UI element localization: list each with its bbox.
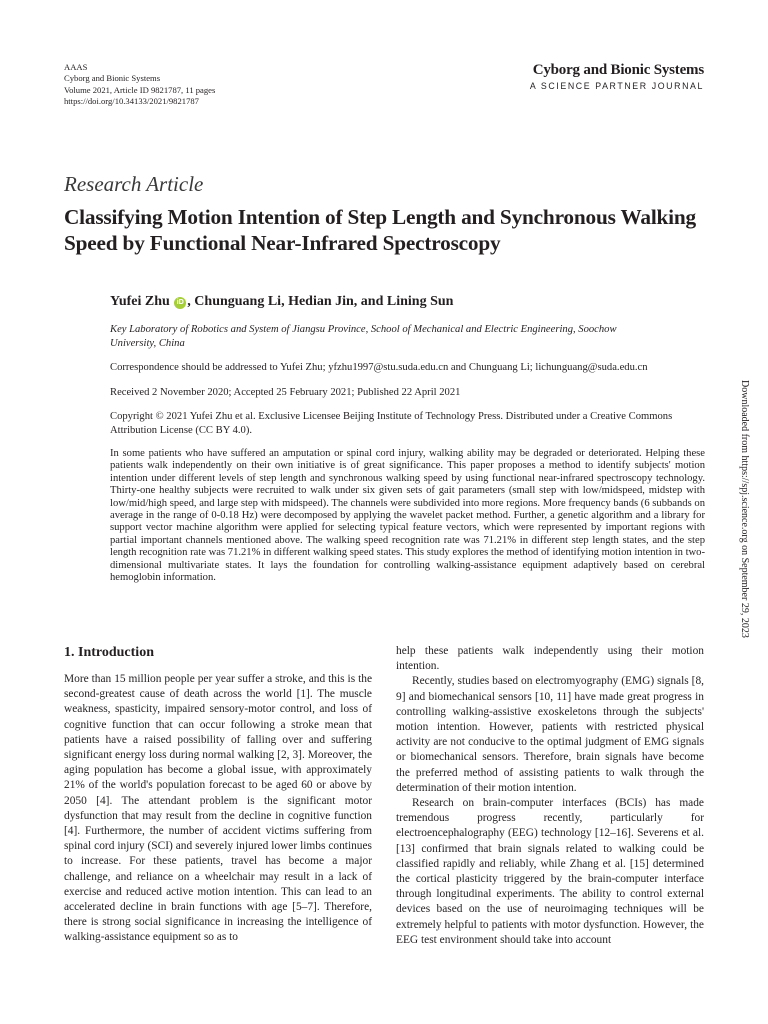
- publication-dates: Received 2 November 2020; Accepted 25 February 2021; Published 22 April 2021: [110, 387, 461, 398]
- journal-name: Cyborg and Bionic Systems: [532, 62, 704, 78]
- body-column-right: [396, 644, 704, 948]
- abstract: In some patients who have suffered an amputation or spinal cord injury, walking ability may be degraded or deteriorated. Helping these patients walk independently on their own initiative is of great significance. This paper proposes a method to identify subjects' motion intention under different levels of step length and synchronous walking speed by using functional near-infrared spectroscopy technology. Thirty-one healthy subjects were recruited to walk under six given sets of gait parameters (small step with low/midspeed, midstep with low/mid/high speed, and large step with midspeed). The channels were subdivided into more regions. More frequency bands (6 subbands on average in the range of 0-0.18 Hz) were decomposed by applying the wavelet packet method. Further, a genetic algorithm and a library for support vector machine algorithm were applied for selecting typical feature vectors, which were represented by important regions with partial important channels mentioned above. The walking speed recognition rate was 71.21% in different step length states, and the step length recognition rate was 71.21% in different walking speed states. This study explores the method of identifying motion intention in two-dimensional multivariate states. It lays the foundation for controlling walking-assistance equipment adaptively based on cerebral hemoglobin information.: [110, 448, 705, 584]
- body-column-left: [64, 672, 372, 946]
- publisher: AAAS: [64, 62, 88, 72]
- copyright-notice: Copyright © 2021 Yufei Zhu et al. Exclusive Licensee Beijing Institute of Technology Press. Distributed under a Creative Commons Attribution License (CC BY 4.0).: [110, 411, 673, 437]
- article-title: Classifying Motion Intention of Step Length and Synchronous Walking Speed by Functional Near-Infrared Spectroscopy: [64, 205, 696, 255]
- other-authors: , Chunguang Li, Hedian Jin, and Lining Sun: [187, 294, 454, 309]
- journal-masthead: [530, 62, 704, 91]
- section-heading: 1. Introduction: [64, 645, 154, 660]
- download-note: [738, 380, 752, 670]
- correspondence: Correspondence should be addressed to Yufei Zhu; yfzhu1997@stu.suda.edu.cn and Chunguang Li; lichunguang@suda.edu.cn: [110, 362, 648, 373]
- affiliation: Key Laboratory of Robotics and System of Jiangsu Province, School of Mechanical and Electric Engineering, Soochow University, China: [110, 324, 617, 350]
- journal-subtitle: A SCIENCE PARTNER JOURNAL: [529, 81, 704, 91]
- article-meta: [64, 62, 215, 108]
- paragraph: More than 15 million people per year suffer a stroke, and this is the second-greatest cause of death across the world [1]. The muscle weakness, spasticity, impaired sensory-motor control, and loss of cognitive function that can occur following a stroke mean that patients have a raised possibility of falling over and suffering significant energy loss during normal walking [2, 3]. Moreover, the aging population has become a global issue, with approximately 21% of the world's population forecast to be aged 60 or above by 2050 [4]. The attendant problem is the significant motor dysfunction that may result from the decline in cognitive function [4]. Furthermore, the number of accident victims suffering from spinal cord injury (SCI) and severely injured lower limbs continues to increase. For these patients, travel has become a major challenge, and reliance on a wheelchair may result in a lack of exercise and reduced active motion intention. This can lead to an accelerated decline in brain functions with age [5–7]. Therefore, there is strong social significance in increasing the intelligence of walking-assistance equipment so as to: [64, 673, 372, 944]
- journal-line: Cyborg and Bionic Systems: [64, 73, 161, 84]
- author-list: [110, 294, 453, 310]
- volume-line: Volume 2021, Article ID 9821787, 11 pages: [64, 84, 216, 95]
- orcid-icon[interactable]: iD: [174, 297, 186, 309]
- paragraph: Research on brain-computer interfaces (BCIs) has made tremendous progress recently, particularly for electroencephalography (EEG) technology [12–16]. Severens et al. [13] confirmed that brain signals related to walking could be classified rapidly and reliably, while Zhang et al. [15] determined the cortical plasticity triggered by the brain-computer interface through longitudinal experiments. The ability to control external devices based on the use of neuroimaging techniques will be extremely helpful to patients with motor dysfunction. However, the EEG test environment should take into account: [396, 797, 704, 946]
- paragraph: help these patients walk independently using their motion intention.: [396, 645, 704, 673]
- article-type: Research Article: [64, 172, 204, 196]
- doi-link[interactable]: https://doi.org/10.34133/2021/9821787: [64, 96, 199, 107]
- first-author[interactable]: Yufei Zhu: [110, 294, 170, 309]
- paragraph: Recently, studies based on electromyography (EMG) signals [8, 9] and biomechanical sensors [10, 11] have made great progress in controlling walking-assistive exoskeletons through the subjects' motion intention. However, patients with restricted physical activity are not conducive to the optimal judgment of EMG signals or biomechanical sensors. Therefore, brain signals have become the preferred method of assisting patients to walk through the determination of their motion intention.: [396, 675, 704, 794]
- download-note-text: Downloaded from https://spj.science.org on September 29, 2023: [739, 380, 750, 638]
